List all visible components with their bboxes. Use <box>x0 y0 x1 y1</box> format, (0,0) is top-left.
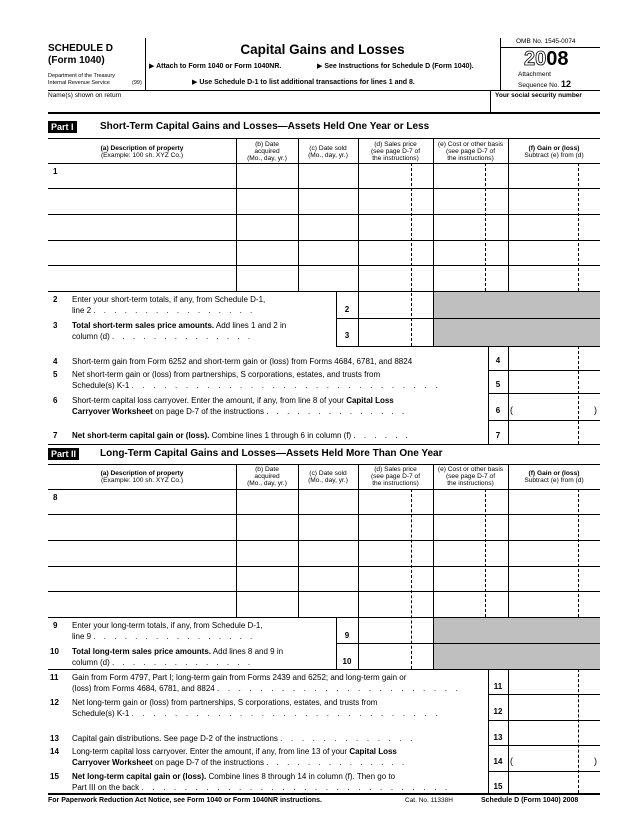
col-d-header-2: (d) Sales price (see page D-7 of the instructions) <box>370 466 421 487</box>
line-12-number: 12 <box>50 698 59 707</box>
line-14-close-paren: ) <box>594 756 597 766</box>
part-2-label: Part II <box>48 448 79 460</box>
col-e-header-2: (e) Cost or other basis (see page D-7 of the instructions) <box>437 466 504 487</box>
line-5-number: 5 <box>53 370 58 379</box>
line-1-number: 1 <box>53 167 58 176</box>
line-4-amount[interactable] <box>510 348 598 368</box>
col-b-header: (b) Date acquired (Mo., day, yr.) <box>247 141 287 162</box>
line-9-number: 9 <box>53 621 58 630</box>
line-6-number: 6 <box>53 396 58 405</box>
schedule-d1-note: ▶ Use Schedule D-1 to list additional transactions for lines 1 and 8. <box>192 79 415 86</box>
col-b-header-2: (b) Date acquired (Mo., day, yr.) <box>247 466 287 487</box>
line-15-text: Net long-term capital gain or (loss). Combine lines 8 through 14 in column (f). Then go to Part III on the back . . . . . . . . . . . . . . . . . . . . . . . . . . . . . <box>72 772 451 792</box>
line-5-amount[interactable] <box>510 372 598 392</box>
line-14-text: Long-term capital loss carryover. Enter the amount, if any, from line 13 of your Capital Loss Carryover Worksheet on page D-7 of the instructions . . . . . . . . . . . . . . <box>72 747 408 767</box>
line-13-number: 13 <box>50 734 59 743</box>
col-f-header-2: (f) Gain or (loss) Subtract (e) from (d) <box>524 470 584 484</box>
part-2-title: Long-Term Capital Gains and Losses—Assets Held More Than One Year <box>100 448 443 459</box>
schedule-label: SCHEDULE D <box>48 43 114 54</box>
line-3-text: Total short-term sales price amounts. Add lines 1 and 2 in column (d) . . . . . . . . . . . . . . <box>72 321 287 341</box>
tax-year <box>524 48 569 70</box>
name-label: Name(s) shown on return <box>48 92 122 99</box>
sequence-number: 12 <box>561 79 572 89</box>
omb-number: OMB No. 1545-0074 <box>516 38 576 45</box>
line-10-number: 10 <box>50 647 59 656</box>
line-2-text: Enter your short-term totals, if any, from Schedule D-1, line 2 . . . . . . . . . . . . . . . . <box>72 295 266 315</box>
line-15-box: 15 <box>493 782 503 791</box>
line-14-number: 14 <box>50 747 59 756</box>
line-11-amount[interactable] <box>510 671 598 693</box>
line-12-box: 12 <box>493 707 503 716</box>
line-4-number: 4 <box>53 357 58 366</box>
dept-treasury: Department of the Treasury <box>48 73 115 79</box>
line-3-box: 3 <box>344 331 350 340</box>
name-field[interactable] <box>56 100 476 111</box>
col-e-header: (e) Cost or other basis (see page D-7 of the instructions) <box>437 141 504 162</box>
line-3-sales-price[interactable] <box>360 320 432 344</box>
col-a-header-2: (a) Description of property (Example: 100 sh. XYZ Co.) <box>100 470 184 484</box>
line-2-sales-price[interactable] <box>360 293 432 315</box>
line-4-text: Short-term gain from Form 6252 and short-term gain or (loss) from Forms 4684, 6781, and 8824 <box>72 357 413 366</box>
line-10-box: 10 <box>342 657 352 666</box>
ssn-field[interactable] <box>496 100 596 111</box>
line-14-box: 14 <box>493 757 503 766</box>
line-5-text: Net short-term gain or (loss) from partnerships, S corporations, estates, and trusts from Schedule(s) K-1 . . . . . . . . . . . . . . . . . . . . . . . . . . . . . <box>72 370 441 390</box>
line-13-text: Capital gain distributions. See page D-2 of the instructions . . . . . . . . . . . . . <box>72 734 416 743</box>
catalog-number: Cat. No. 11338H <box>405 797 453 804</box>
form-label: (Form 1040) <box>48 55 105 66</box>
attach-note: ▶ Attach to Form 1040 or Form 1040NR. <box>149 63 282 70</box>
tax-year-prefix: 20 <box>524 48 547 70</box>
col-a-header: (a) Description of property (Example: 100 sh. XYZ Co.) <box>100 145 184 159</box>
line-6-close-paren: ) <box>594 405 597 415</box>
col-c-header: (c) Date sold (Mo., day, yr.) <box>308 145 348 159</box>
line-4-box: 4 <box>495 356 501 365</box>
tax-year-suffix: 08 <box>546 48 569 70</box>
line-14-amount[interactable] <box>515 747 593 769</box>
line-11-number: 11 <box>50 673 59 682</box>
line-13-box: 13 <box>493 733 503 742</box>
line-14-open-paren: ( <box>510 756 513 766</box>
line-7-number: 7 <box>53 431 58 440</box>
part-1-title: Short-Term Capital Gains and Losses—Assets Held One Year or Less <box>100 121 430 132</box>
line-8-number: 8 <box>53 493 58 502</box>
line-9-sales-price[interactable] <box>360 619 432 641</box>
line-11-text: Gain from Form 4797, Part I; long-term gain from Forms 2439 and 6252; and long-term gain or (loss) from Forms 4684, 6781, and 8824 . . . . . . . . . . . . . . . . . . . . . . . <box>72 673 462 693</box>
sequence-label: Sequence No. 12 <box>518 79 572 89</box>
line-6-text: Short-term capital loss carryover. Enter the amount, if any, from line 8 of your Capital Loss Carryover Worksheet on page D-7 of the instructions . . . . . . . . . . . . . . <box>72 396 408 416</box>
attachment-label: Attachment <box>518 71 551 78</box>
ssn-label: Your social security number <box>495 92 582 99</box>
col-d-header: (d) Sales price (see page D-7 of the instructions) <box>370 141 421 162</box>
line-12-text: Net long-term gain or (loss) from partnerships, S corporations, estates, and trusts from Schedule(s) K-1 . . . . . . . . . . . . . . . . . . . . . . . . . . . . . <box>72 698 441 718</box>
line-6-amount[interactable] <box>515 396 593 418</box>
part-1-label: Part I <box>48 121 77 133</box>
line-2-box: 2 <box>344 305 350 314</box>
paperwork-notice: For Paperwork Reduction Act Notice, see Form 1040 or Form 1040NR instructions. <box>48 797 322 804</box>
line-5-box: 5 <box>495 380 501 389</box>
line-9-box: 9 <box>344 631 350 640</box>
dept-code: (99) <box>132 80 142 86</box>
line-11-box: 11 <box>493 682 503 691</box>
line-7-amount[interactable] <box>510 422 598 442</box>
line-10-sales-price[interactable] <box>360 645 432 667</box>
line-7-text: Net short-term capital gain or (loss). Combine lines 1 through 6 in column (f) . . . . . . <box>72 431 411 440</box>
dept-irs: Internal Revenue Service <box>48 80 110 86</box>
line-13-amount[interactable] <box>510 722 598 744</box>
line-6-box: 6 <box>495 406 501 415</box>
line-6-open-paren: ( <box>510 405 513 415</box>
line-15-number: 15 <box>50 772 59 781</box>
form-identifier: Schedule D (Form 1040) 2008 <box>481 797 579 804</box>
line-7-box: 7 <box>495 431 501 440</box>
line-10-text: Total long-term sales price amounts. Add lines 8 and 9 in column (d) . . . . . . . . . . . . . . <box>72 647 284 667</box>
form-title: Capital Gains and Losses <box>240 42 405 57</box>
line-9-text: Enter your long-term totals, if any, from Schedule D-1, line 9 . . . . . . . . . . . . . . . . <box>72 621 263 641</box>
line-12-amount[interactable] <box>510 696 598 718</box>
line-2-number: 2 <box>53 295 58 304</box>
line-15-amount[interactable] <box>510 773 598 791</box>
instructions-note: ▶ See Instructions for Schedule D (Form 1040). <box>317 63 474 70</box>
col-c-header-2: (c) Date sold (Mo., day, yr.) <box>308 470 348 484</box>
line-3-number: 3 <box>53 321 58 330</box>
col-f-header: (f) Gain or (loss) Subtract (e) from (d) <box>524 145 584 159</box>
